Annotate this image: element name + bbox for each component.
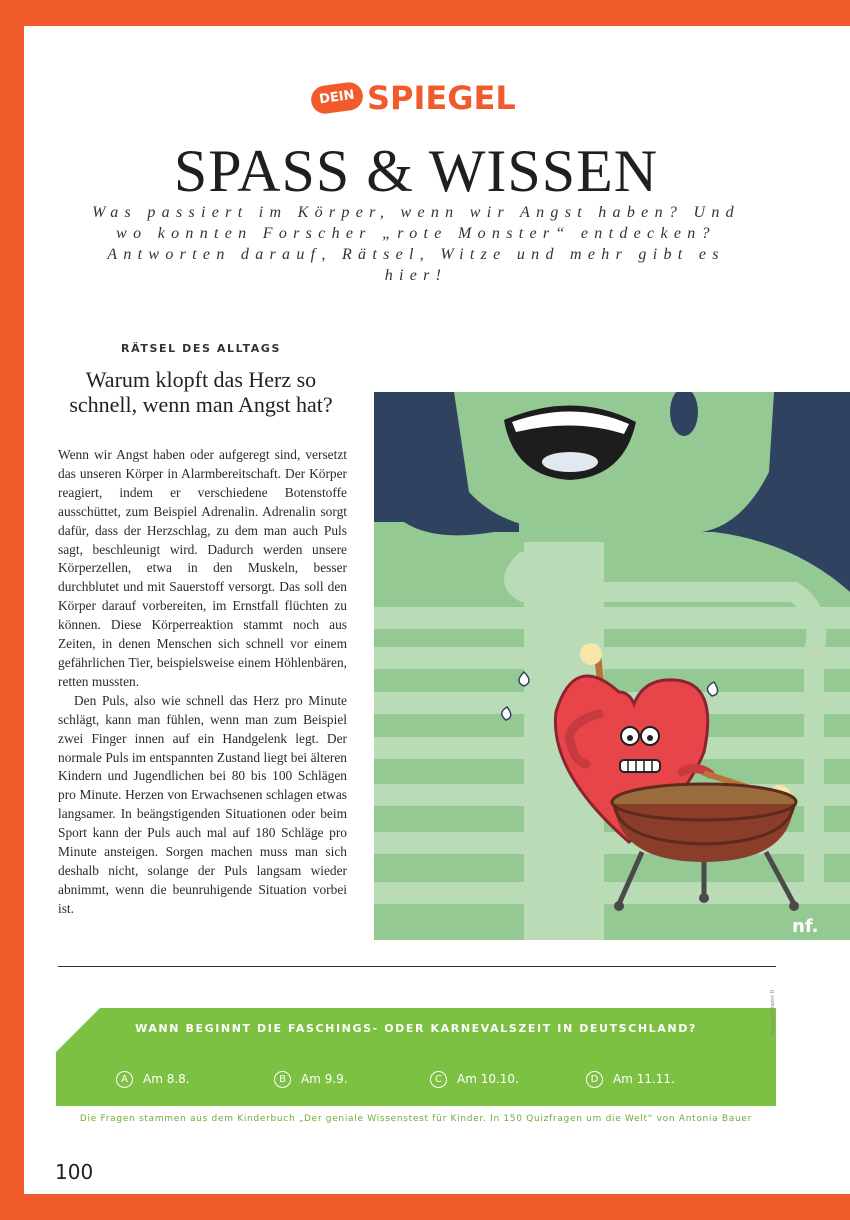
quiz-option-b[interactable] [274,1069,348,1089]
option-text: Am 8.8. [143,1072,190,1086]
article-paragraph: Wenn wir Angst haben oder aufgeregt sind, versetzt das unseren Körper in Alarmbereitschaft. Der Körper reagiert, indem er verschiedene Botenstoffe ausschüttet, zum Beispiel Adrenalin. Adrenalin sorgt dafür, dass der Herzschlag, zu dem man auch Puls sagt, beschleunigt wird. Dadurch werden unsere Körperzellen, etwa in den Muskeln, besser durchblutet und mit Sauerstoff versorgt. Das soll den Körper darauf vorbereiten, im Ernstfall flüchten zu können. Diese Körperreaktion stammt noch aus Zeiten, in denen Menschen sich schnell vor einem gefährlichen Tier, beispielsweise einem Höhlenbären, retten mussten. [58,447,347,689]
article-kicker: RÄTSEL DES ALLTAGS [121,342,281,355]
dein-spiegel-logo [309,78,529,118]
section-divider [58,966,776,967]
option-letter: A [116,1071,133,1088]
option-text: Am 11.11. [613,1072,675,1086]
page-number: 100 [55,1160,94,1184]
quiz-question: WANN BEGINNT DIE FASCHINGS- ODER KARNEVALSZEIT IN DEUTSCHLAND? [135,1022,697,1035]
option-letter: D [586,1071,603,1088]
illustration-signature: nf. [792,916,819,937]
magazine-page [24,26,850,1194]
heart-drum-illustration [374,392,850,940]
option-text: Am 9.9. [301,1072,348,1086]
quiz-option-d[interactable] [586,1069,675,1089]
option-text: Am 10.10. [457,1072,519,1086]
logo-spiegel-wordmark: SPIEGEL [367,79,516,117]
section-intro: Was passiert im Körper, wenn wir Angst haben? Und wo konnten Forscher „rote Monster“ entdecken? Antworten darauf, Rätsel, Witze und mehr gibt es hier! [92,204,740,284]
article-paragraph: Den Puls, also wie schnell das Herz pro Minute schlägt, kann man fühlen, wenn man zum Beispiel zwei Finger innen auf ein Handgelenk legt. Der normale Puls im entspannten Zustand liegt bei älteren Kindern und Jugendlichen bei 80 bis 100 Schlägen pro Minute. Herzen von Erwachsenen schlagen etwas langsamer. In beängstigenden Situationen oder beim Sport kann der Puls auch mal auf 180 Schläge pro Minute ansteigen. Sorgen machen muss man sich deshalb nicht, solange der Puls langsam wieder abnimmt, wenn die beunruhigende Situation vorbei ist. [58,692,347,916]
quiz-option-a[interactable] [116,1069,190,1089]
option-letter: C [430,1071,447,1088]
quiz-source-note: Die Fragen stammen aus dem Kinderbuch „Der geniale Wissenstest für Kinder. In 150 Quizfragen um die Welt“ von Antonia Bauer [79,1114,753,1124]
quiz-option-c[interactable] [430,1069,519,1089]
option-letter: B [274,1071,291,1088]
section-title: SPASS & WISSEN [173,138,659,204]
quiz-solution: Lösung: Antwort D [770,989,776,1036]
article-body [58,446,347,919]
article-title: Warum klopft das Herz so schnell, wenn man Angst hat? [69,367,333,417]
logo-dein-badge: DEIN [309,81,364,116]
